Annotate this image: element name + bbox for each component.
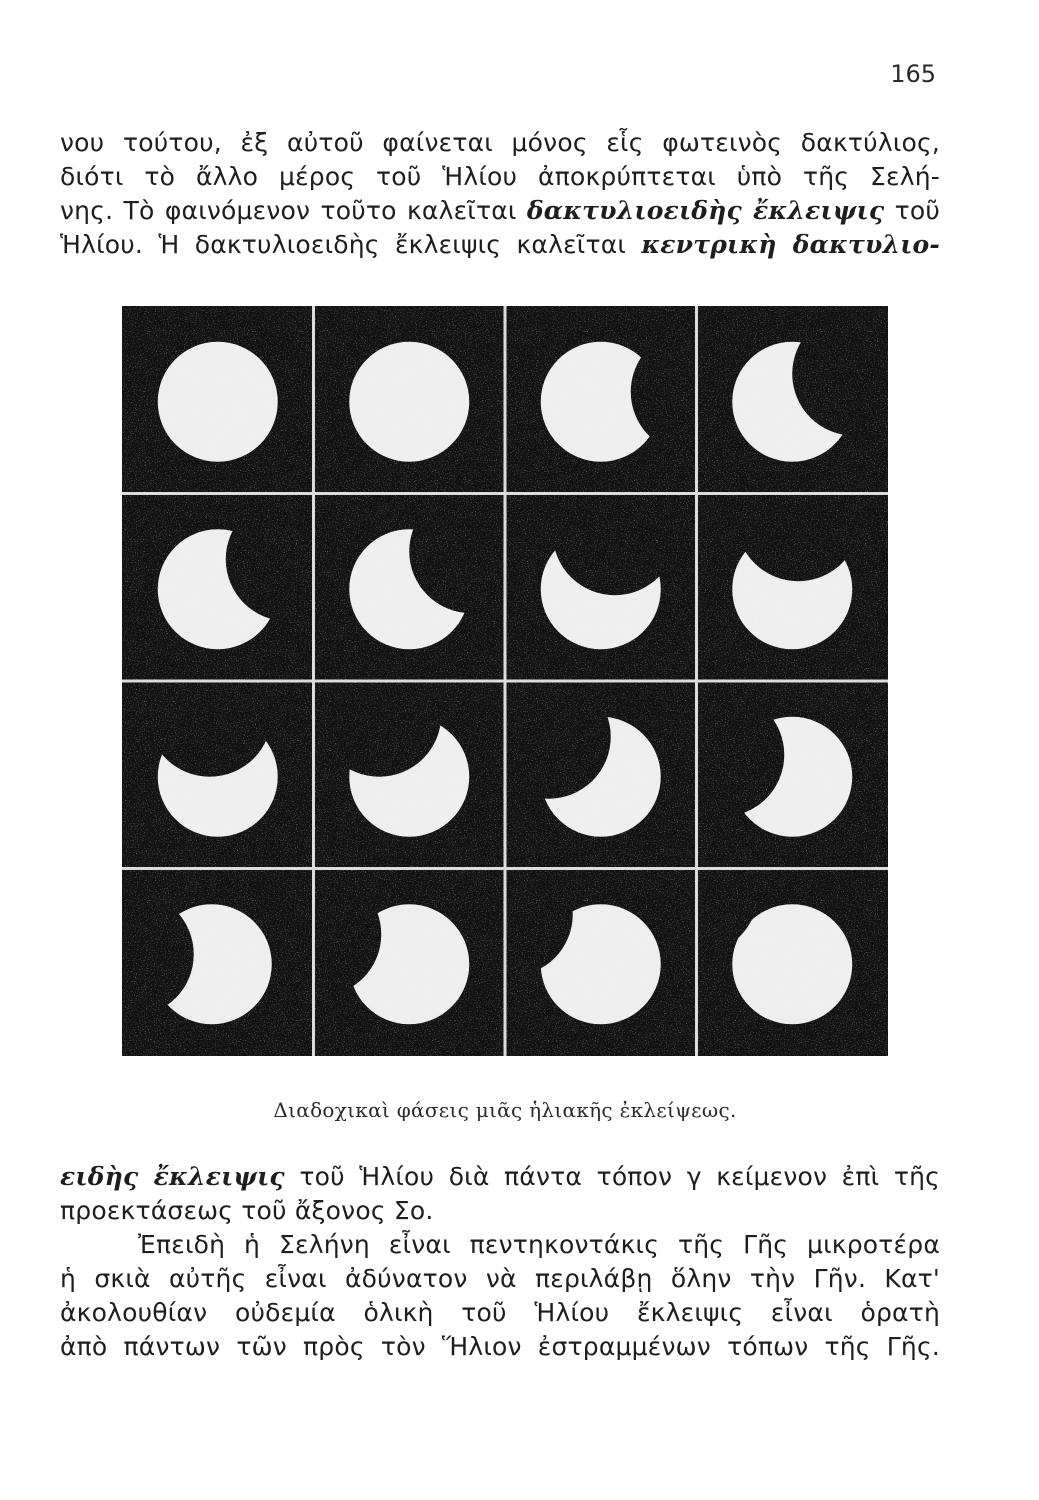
bottom-paragraph <box>60 1160 940 1364</box>
figure-caption: Διαδοχικαὶ φάσεις μιᾶς ἡλιακῆς ἐκλείψεως. <box>273 1098 737 1122</box>
bottom-paragraph-line <box>60 1228 940 1262</box>
eclipse-phases-grid <box>122 306 888 1056</box>
text-run: Ἐπειδὴ ἡ Σελήνη εἶναι πεντηκοντάκις τῆς Γῆς μικροτέρα <box>138 1230 940 1259</box>
top-paragraph-line <box>60 228 940 262</box>
text-run: ἡ σκιὰ αὐτῆς εἶναι ἀδύνατον νὰ περιλάβῃ ὅλην τὴν Γῆν. Κατ' <box>60 1264 940 1293</box>
page-number: 165 <box>890 60 936 88</box>
text-run: νης. Τὸ φαινόμενον τοῦτο καλεῖται <box>60 196 527 225</box>
bottom-paragraph-line <box>60 1262 940 1296</box>
top-paragraph-line <box>60 194 940 228</box>
top-paragraph-line <box>60 126 940 160</box>
text-run: ἀκολουθίαν οὐδεμία ὁλικὴ τοῦ Ἡλίου ἔκλειψις εἶναι ὁρατὴ <box>60 1298 940 1327</box>
text-run: Ἡλίου. Ἡ δακτυλιοειδὴς ἔκλειψις καλεῖται <box>60 230 642 259</box>
emphasized-term: ειδὴς ἔκλειψις <box>60 1162 285 1191</box>
bottom-paragraph-line <box>60 1160 940 1194</box>
emphasized-term: δακτυλιοειδὴς ἔκλειψις <box>526 196 885 225</box>
emphasized-term: κεντρικὴ δακτυλιο- <box>641 230 941 259</box>
eclipse-phases-figure <box>122 306 888 1056</box>
text-run: ἀπὸ πάντων τῶν πρὸς τὸν Ἥλιον ἐστραμμένων τόπων τῆς Γῆς. <box>60 1332 940 1361</box>
text-run: τοῦ Ἡλίου διὰ πάντα τόπον γ κείμενον ἐπὶ τῆς <box>284 1162 940 1191</box>
text-run: νου τούτου, ἐξ αὐτοῦ φαίνεται μόνος εἷς φωτεινὸς δακτύλιος, <box>60 128 940 157</box>
top-paragraph <box>60 126 940 262</box>
text-run: διότι τὸ ἄλλο μέρος τοῦ Ἡλίου ἀποκρύπτεται ὑπὸ τῆς Σελή- <box>60 162 940 191</box>
bottom-paragraph-line <box>60 1296 940 1330</box>
bottom-paragraph-line <box>60 1194 940 1228</box>
bottom-paragraph-line <box>60 1330 940 1364</box>
text-run: τοῦ <box>884 196 940 225</box>
top-paragraph-line <box>60 160 940 194</box>
text-run: προεκτάσεως τοῦ ἄξονος Σο. <box>60 1196 434 1225</box>
